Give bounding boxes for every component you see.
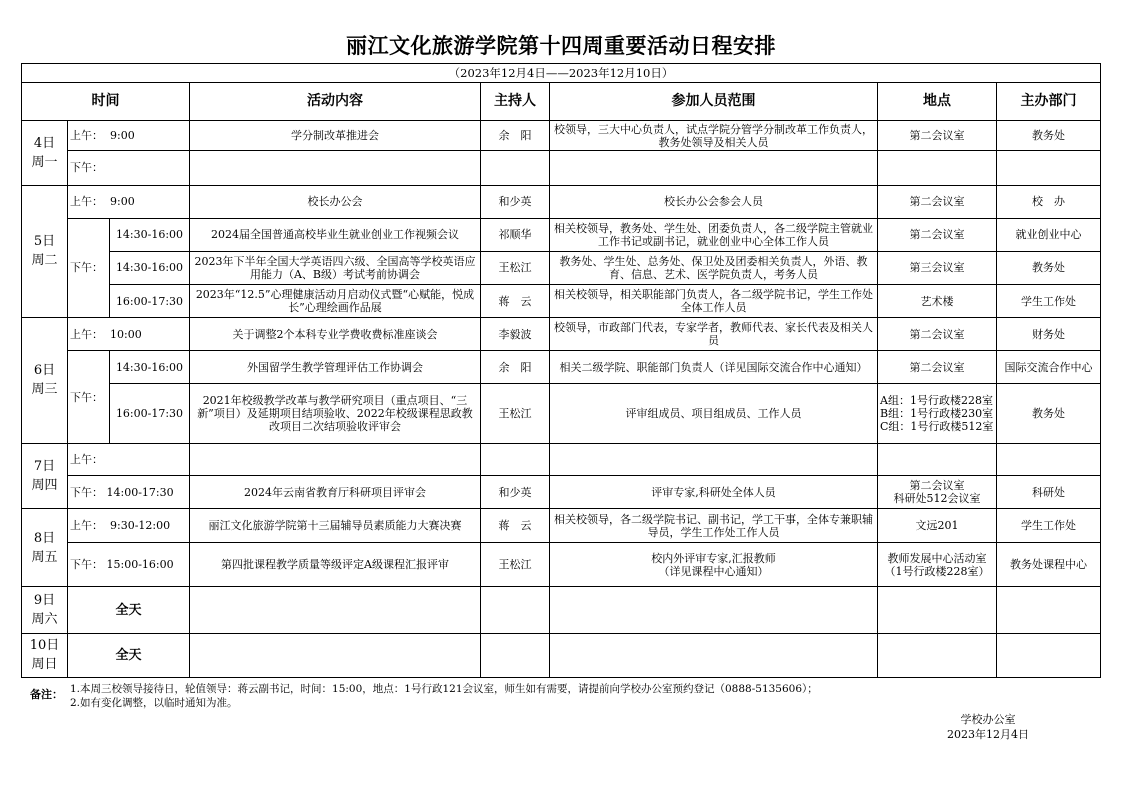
pm-label: 下午： xyxy=(70,558,103,572)
all-day-cell: 全天 xyxy=(68,633,190,677)
day-label: 10日 xyxy=(29,638,60,654)
page-title: 丽江文化旅游学院第十四周重要活动日程安排 xyxy=(346,33,776,58)
weekday-label: 周五 xyxy=(31,549,58,565)
participants-cell: 评审组成员、项目组成员、工作人员 xyxy=(550,384,878,443)
table-row xyxy=(22,285,1101,318)
host-cell xyxy=(481,151,550,185)
participants-cell: 校领导，三大中心负责人，试点学院分管学分制改革工作负责人，教务处领导及相关人员 xyxy=(550,121,878,151)
location-cell: 第三会议室 xyxy=(878,251,997,284)
time-value: 9:00 xyxy=(110,129,135,143)
organizer-cell: 国际交流合作中心 xyxy=(997,351,1101,384)
location-cell: 第二会议室 xyxy=(878,318,997,351)
day-label: 6日 xyxy=(33,363,56,379)
location-cell xyxy=(878,384,997,443)
header-host: 主持人 xyxy=(481,83,550,121)
time-value: 9:30-12:00 xyxy=(110,519,171,533)
time-cell xyxy=(68,318,190,351)
pm-label: 下午： xyxy=(70,161,103,175)
content-cell: 2023年“12.5”心理健康活动月启动仪式暨“心赋能，悦成长”心理绘画作品展 xyxy=(190,285,481,318)
header-content: 活动内容 xyxy=(190,83,481,121)
time-cell xyxy=(68,509,190,543)
organizer-cell: 科研处 xyxy=(997,475,1101,508)
host-cell: 和少英 xyxy=(481,475,550,508)
table-row xyxy=(22,543,1101,587)
time-value: 9:00 xyxy=(110,195,135,209)
location-cell xyxy=(878,443,997,475)
am-label: 上午： xyxy=(70,452,103,466)
host-cell: 蒋 云 xyxy=(481,509,550,543)
day-label: 8日 xyxy=(33,530,56,546)
location-cell: 艺术楼 xyxy=(878,285,997,318)
location-line: 教师发展中心活动室 xyxy=(887,551,987,565)
header-location: 地点 xyxy=(878,83,997,121)
content-cell: 2024届全国普通高校毕业生就业创业工作视频会议 xyxy=(190,218,481,251)
host-cell: 王松江 xyxy=(481,543,550,587)
weekday-label: 周一 xyxy=(31,154,58,170)
location-cell: 第二会议室 xyxy=(878,351,997,384)
time-value: 14:30-16:00 xyxy=(110,218,190,251)
organizer-cell xyxy=(997,151,1101,185)
weekday-label: 周三 xyxy=(31,382,58,398)
table-row xyxy=(22,151,1101,185)
table-row xyxy=(22,121,1101,151)
time-value: 16:00-17:30 xyxy=(110,285,190,318)
participants-cell: 相关二级学院、职能部门负责人（详见国际交流合作中心通知） xyxy=(550,351,878,384)
content-cell xyxy=(190,633,481,677)
content-cell xyxy=(190,587,481,633)
organizer-cell: 教务处 xyxy=(997,121,1101,151)
day-cell xyxy=(22,587,68,633)
organizer-cell: 财务处 xyxy=(997,318,1101,351)
day-cell xyxy=(22,509,68,587)
participants-cell: 相关校领导，各二级学院书记、副书记，学工干事，全体专兼职辅导员，学生工作处工作人员 xyxy=(550,509,878,543)
location-line: C组：1号行政楼512室 xyxy=(880,420,994,434)
location-line: （1号行政楼228室） xyxy=(884,564,990,578)
pm-label: 下午： xyxy=(70,485,103,499)
organizer-cell: 就业创业中心 xyxy=(997,218,1101,251)
time-cell: 下午： xyxy=(68,351,110,443)
host-cell xyxy=(481,633,550,677)
location-line: A组：1号行政楼228室 xyxy=(880,394,993,408)
time-value: 14:30-16:00 xyxy=(110,251,190,284)
day-label: 4日 xyxy=(33,135,56,151)
day-cell xyxy=(22,318,68,444)
organizer-cell: 教务处 xyxy=(997,384,1101,443)
participants-cell xyxy=(550,443,878,475)
time-cell xyxy=(68,121,190,151)
day-cell xyxy=(22,633,68,677)
content-cell: 外国留学生教学管理评估工作协调会 xyxy=(190,351,481,384)
location-line: 科研处512会议室 xyxy=(893,492,981,505)
table-row xyxy=(22,185,1101,218)
time-cell xyxy=(68,543,190,587)
participants-cell: 评审专家,科研处全体人员 xyxy=(550,475,878,508)
participants-line: （详见课程中心通知） xyxy=(658,564,769,578)
organizer-cell: 教务处课程中心 xyxy=(997,543,1101,587)
location-cell xyxy=(878,633,997,677)
day-cell xyxy=(22,443,68,508)
content-cell: 学分制改革推进会 xyxy=(190,121,481,151)
date-range: （2023年12月4日——2023年12月10日） xyxy=(22,64,1101,83)
schedule-table xyxy=(21,63,1101,678)
organizer-cell xyxy=(997,587,1101,633)
host-cell: 王松江 xyxy=(481,384,550,443)
host-cell xyxy=(481,443,550,475)
table-row xyxy=(22,251,1101,284)
issuer-block xyxy=(930,712,1046,742)
participants-cell: 校长办公会参会人员 xyxy=(550,185,878,218)
notes-list xyxy=(70,682,1110,710)
participants-cell xyxy=(550,587,878,633)
issuer-name: 学校办公室 xyxy=(960,713,1016,726)
am-label: 上午： xyxy=(70,129,103,143)
host-cell: 祁顺华 xyxy=(481,218,550,251)
time-value: 15:00-16:00 xyxy=(106,558,174,572)
host-cell: 余 阳 xyxy=(481,121,550,151)
content-cell: 丽江文化旅游学院第十三届辅导员素质能力大赛决赛 xyxy=(190,509,481,543)
am-label: 上午： xyxy=(70,327,103,341)
weekday-label: 周二 xyxy=(31,253,58,269)
weekday-label: 周日 xyxy=(31,657,58,673)
location-cell xyxy=(878,475,997,508)
host-cell: 和少英 xyxy=(481,185,550,218)
time-cell xyxy=(68,151,190,185)
table-row xyxy=(22,443,1101,475)
participants-cell: 相关校领导，教务处、学生处、团委负责人，各二级学院主管就业工作书记或副书记，就业创业中心全体工作人员 xyxy=(550,218,878,251)
location-cell xyxy=(878,543,997,587)
time-cell: 下午： xyxy=(68,218,110,317)
participants-cell xyxy=(550,151,878,185)
day-label: 7日 xyxy=(33,458,56,474)
table-row xyxy=(22,384,1101,443)
time-cell xyxy=(68,443,190,475)
time-value: 10:00 xyxy=(110,327,142,341)
table-row xyxy=(22,318,1101,351)
note-item: 1.本周三校领导接待日，轮值领导：蒋云副书记，时间：15:00，地点：1号行政121会议室，师生如有需要，请提前向学校办公室预约登记（0888-5135606）； xyxy=(70,683,818,695)
day-cell xyxy=(22,185,68,318)
organizer-cell: 学生工作处 xyxy=(997,509,1101,543)
location-cell: 第二会议室 xyxy=(878,185,997,218)
content-cell: 2021年校级教学改革与教学研究项目（重点项目、“三新”项目）及延期项目结项验收、2022年校级课程思政教改项目二次结项验收评审会 xyxy=(190,384,481,443)
participants-cell: 校领导，市政部门代表，专家学者，教师代表、家长代表及相关人员 xyxy=(550,318,878,351)
time-value: 16:00-17:30 xyxy=(110,384,190,443)
location-line: B组：1号行政楼230室 xyxy=(880,407,994,421)
content-cell xyxy=(190,151,481,185)
organizer-cell: 教务处 xyxy=(997,251,1101,284)
all-day-cell: 全天 xyxy=(68,587,190,633)
date-range-row xyxy=(22,64,1101,83)
participants-cell: 教务处、学生处、总务处、保卫处及团委相关负责人，外语、教育、信息、艺术、医学院负责人，考务人员 xyxy=(550,251,878,284)
content-cell: 2023年下半年全国大学英语四六级、全国高等学校英语应用能力（A、B级）考试考前协调会 xyxy=(190,251,481,284)
participants-cell xyxy=(550,543,878,587)
host-cell xyxy=(481,587,550,633)
participants-cell: 相关校领导，相关职能部门负责人，各二级学院书记，学生工作处全体工作人员 xyxy=(550,285,878,318)
day-label: 5日 xyxy=(33,234,56,250)
location-cell: 第二会议室 xyxy=(878,218,997,251)
time-value: 14:30-16:00 xyxy=(110,351,190,384)
host-cell: 王松江 xyxy=(481,251,550,284)
am-label: 上午： xyxy=(70,519,103,533)
time-cell xyxy=(68,475,190,508)
table-row xyxy=(22,509,1101,543)
header-organizer: 主办部门 xyxy=(997,83,1101,121)
content-cell: 校长办公会 xyxy=(190,185,481,218)
participants-line: 校内外评审专家,汇报教师 xyxy=(651,551,776,565)
content-cell xyxy=(190,443,481,475)
host-cell: 余 阳 xyxy=(481,351,550,384)
table-row xyxy=(22,475,1101,508)
location-cell: 第二会议室 xyxy=(878,121,997,151)
weekday-label: 周四 xyxy=(31,477,58,493)
location-cell: 文远201 xyxy=(878,509,997,543)
note-item: 2.如有变化调整，以临时通知为准。 xyxy=(70,697,238,709)
header-participants: 参加人员范围 xyxy=(550,83,878,121)
location-line: 第二会议室 xyxy=(909,479,965,492)
weekday-label: 周六 xyxy=(31,612,58,628)
location-cell xyxy=(878,587,997,633)
content-cell: 第四批课程教学质量等级评定A级课程汇报评审 xyxy=(190,543,481,587)
time-value: 14:00-17:30 xyxy=(106,485,174,499)
content-cell: 2024年云南省教育厅科研项目评审会 xyxy=(190,475,481,508)
table-row xyxy=(22,587,1101,633)
table-row xyxy=(22,218,1101,251)
day-cell xyxy=(22,121,68,185)
participants-cell xyxy=(550,633,878,677)
host-cell: 蒋 云 xyxy=(481,285,550,318)
organizer-cell: 校 办 xyxy=(997,185,1101,218)
table-row xyxy=(22,633,1101,677)
am-label: 上午： xyxy=(70,195,103,209)
issue-date: 2023年12月4日 xyxy=(947,728,1029,741)
organizer-cell xyxy=(997,443,1101,475)
table-row xyxy=(22,351,1101,384)
location-cell xyxy=(878,151,997,185)
content-cell: 关于调整2个本科专业学费收费标准座谈会 xyxy=(190,318,481,351)
header-time: 时间 xyxy=(22,83,190,121)
day-label: 9日 xyxy=(33,593,56,609)
time-cell xyxy=(68,185,190,218)
organizer-cell xyxy=(997,633,1101,677)
notes-label: 备注： xyxy=(30,688,63,701)
host-cell: 李毅波 xyxy=(481,318,550,351)
header-row xyxy=(22,83,1101,121)
organizer-cell: 学生工作处 xyxy=(997,285,1101,318)
